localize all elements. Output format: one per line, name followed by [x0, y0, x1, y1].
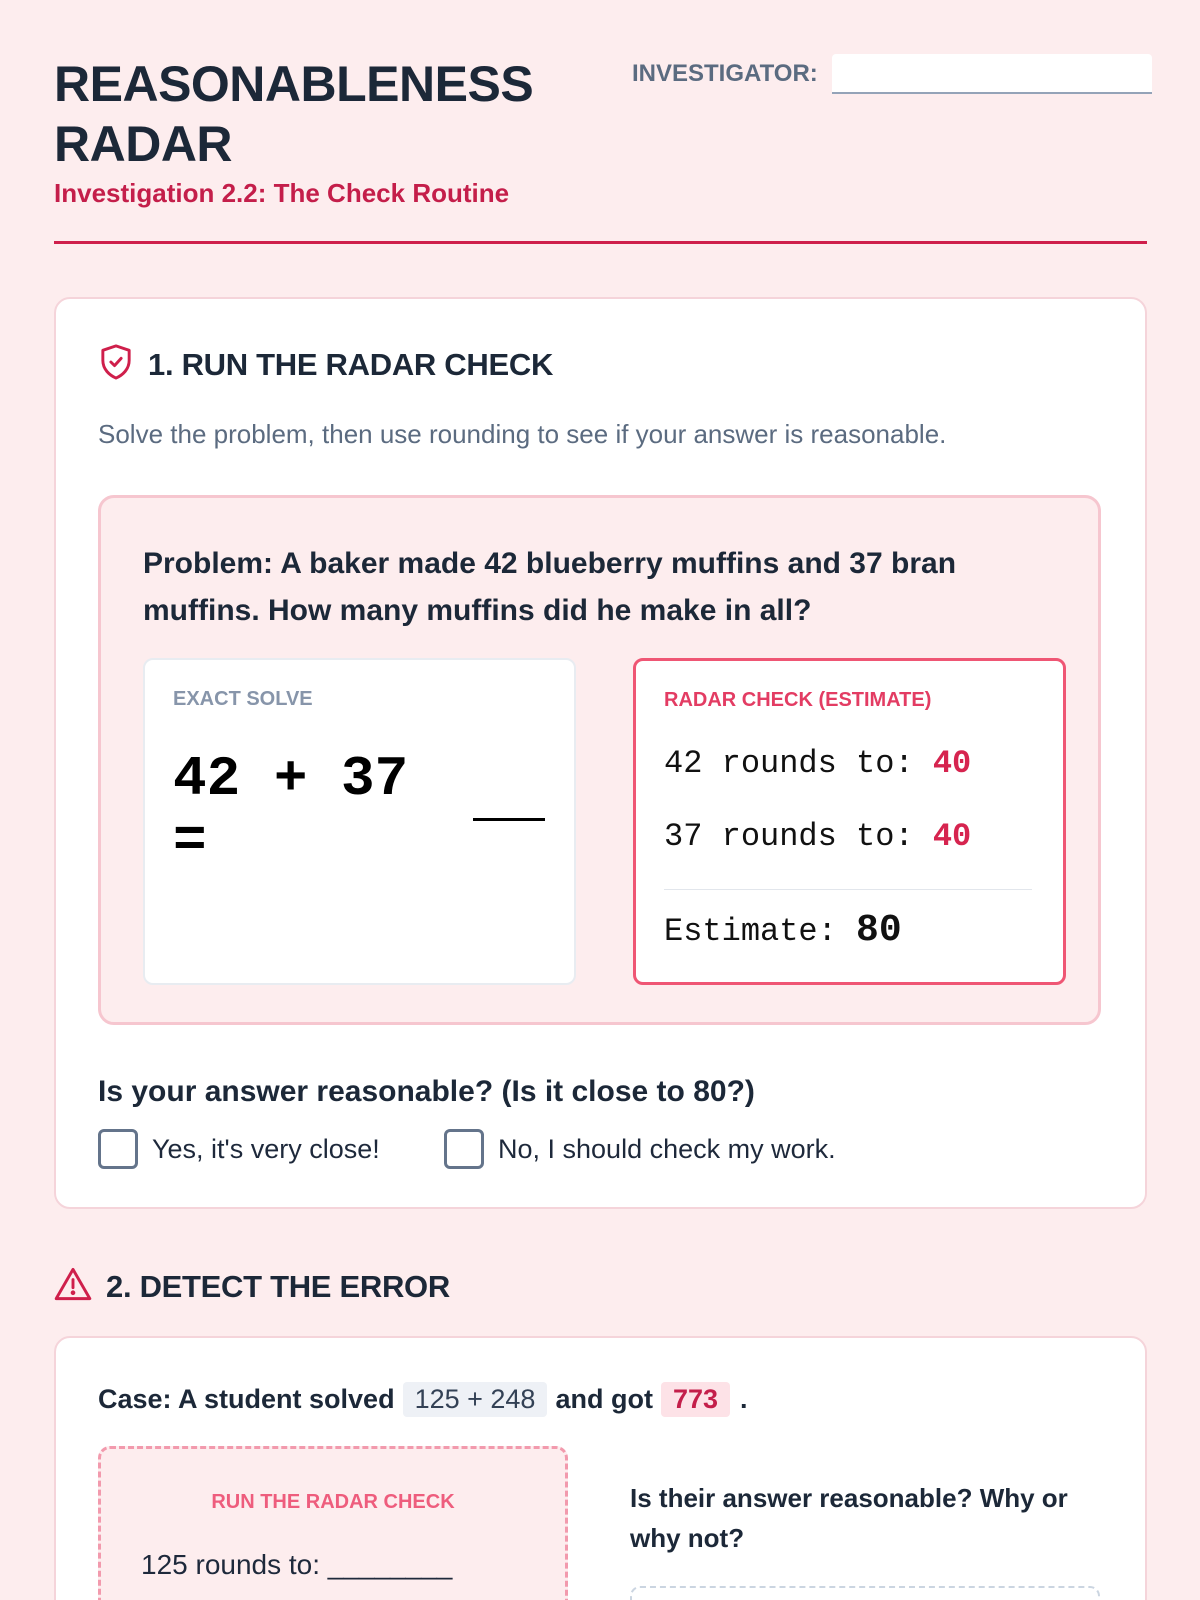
exact-solve-label: EXACT SOLVE: [173, 688, 313, 710]
estimate-text: Estimate:: [664, 913, 837, 950]
case-mid: and got: [555, 1384, 653, 1414]
radar-check-card: [54, 297, 1147, 1209]
case-prefix: Case: A student solved: [98, 1384, 395, 1414]
rounding-line-2-text: 37 rounds to:: [664, 818, 914, 855]
rounding-blank-125[interactable]: 125 rounds to: ________: [141, 1549, 453, 1580]
option-no[interactable]: [444, 1129, 836, 1169]
page-subtitle: Investigation 2.2: The Check Routine: [54, 178, 510, 208]
radar-check-box: [633, 658, 1066, 985]
option-yes-checkbox[interactable]: [98, 1129, 138, 1169]
radar-check-work-label: RUN THE RADAR CHECK: [211, 1491, 455, 1513]
case-answer: 773: [661, 1382, 730, 1417]
exact-solve-box: [143, 658, 576, 985]
investigator-label: INVESTIGATOR:: [632, 60, 818, 87]
answer-blank[interactable]: [473, 818, 545, 821]
estimate-line: [664, 909, 902, 952]
detect-error-card: [54, 1336, 1147, 1600]
rounding-line-2-value: 40: [932, 818, 972, 855]
option-no-label: No, I should check my work.: [498, 1133, 836, 1164]
worksheet-header: [54, 54, 1147, 244]
explanation-answer-box[interactable]: [630, 1586, 1100, 1600]
rounding-line-1-value: 40: [932, 745, 972, 782]
rounding-line-2: [664, 818, 971, 855]
investigator-field-group: [632, 54, 1152, 94]
warning-triangle-icon: [54, 1266, 106, 1307]
case-statement: [98, 1382, 748, 1417]
option-yes[interactable]: [98, 1129, 380, 1169]
reasonable-why-question: Is their answer reasonable? Why or why not?: [630, 1483, 1068, 1553]
section-1-heading: [98, 343, 553, 386]
radar-check-label: RADAR CHECK (ESTIMATE): [664, 689, 932, 711]
investigator-input[interactable]: [832, 54, 1152, 94]
option-yes-label: Yes, it's very close!: [152, 1133, 380, 1164]
section-1-title: 1. RUN THE RADAR CHECK: [148, 346, 554, 382]
case-suffix: .: [740, 1384, 748, 1414]
problem-text: Problem: A baker made 42 blueberry muffins and 37 bran muffins. How many muffins did he make in all?: [143, 547, 957, 627]
section-2-heading: [54, 1266, 450, 1307]
section-2-title: 2. DETECT THE ERROR: [106, 1268, 450, 1304]
radar-divider: [664, 889, 1032, 890]
option-no-checkbox[interactable]: [444, 1129, 484, 1169]
reasonable-question: Is your answer reasonable? (Is it close to 80?): [98, 1075, 755, 1108]
rounding-line-1: [664, 745, 971, 782]
problem-box: [98, 495, 1101, 1025]
section-1-description: Solve the problem, then use rounding to see if your answer is reasonable.: [98, 419, 947, 449]
case-problem: 125 + 248: [403, 1382, 548, 1417]
estimate-value: 80: [856, 909, 902, 952]
radar-check-work-box: [98, 1446, 568, 1600]
exact-equation: 42 + 37 =: [173, 747, 409, 873]
rounding-line-1-text: 42 rounds to:: [664, 745, 914, 782]
shield-check-icon: [98, 343, 148, 386]
page-title: REASONABLENESS RADAR: [54, 56, 534, 172]
